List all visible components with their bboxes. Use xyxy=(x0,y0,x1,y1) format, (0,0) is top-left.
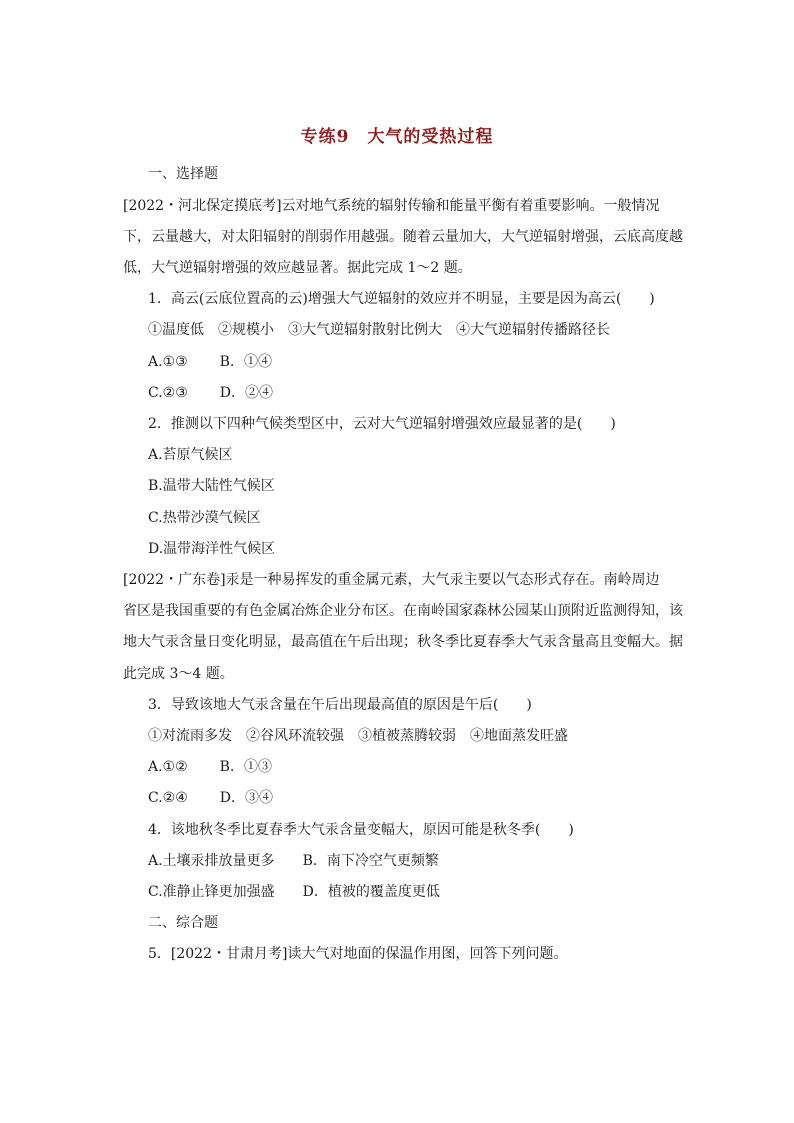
section-heading-comprehensive: 二、综合题 xyxy=(148,915,218,931)
question-1-options-ab xyxy=(148,352,668,372)
option-d[interactable]: D．植被的覆盖度更低 xyxy=(302,884,440,900)
option-a[interactable]: A.土壤汞排放量更多 xyxy=(148,853,275,869)
page-title: 专练9 大气的受热过程 xyxy=(300,127,494,147)
option-c[interactable]: C.准静止锋更加强盛 xyxy=(148,884,275,900)
section-heading-choice: 一、选择题 xyxy=(148,166,218,182)
question-3-stem: 3．导致该地大气汞含量在午后出现最高值的原因是午后( ) xyxy=(148,697,532,713)
option-c[interactable]: C.②③ xyxy=(148,385,188,401)
material2-line4: 此完成 3～4 题。 xyxy=(123,666,234,682)
question-4-options-ab xyxy=(148,851,668,871)
question-4-options-cd xyxy=(148,882,668,902)
option-a[interactable]: A.①③ xyxy=(148,354,188,370)
option-a[interactable]: A.苔原气候区 xyxy=(148,447,233,463)
question-3-items: ①对流雨多发 ②谷风环流较强 ③植被蒸腾较弱 ④地面蒸发旺盛 xyxy=(148,728,568,744)
question-3-options-cd xyxy=(148,788,668,808)
option-d[interactable]: D．②④ xyxy=(219,385,273,401)
question-1-items: ①温度低 ②规模小 ③大气逆辐射散射比例大 ④大气逆辐射传播路径长 xyxy=(148,322,610,338)
question-3-options-ab xyxy=(148,757,668,777)
option-a[interactable]: A.①② xyxy=(148,759,188,775)
question-5-stem: 5．[2022・甘肃月考]读大气对地面的保温作用图，回答下列问题。 xyxy=(148,946,568,962)
material2-line2: 省区是我国重要的有色金属冶炼企业分布区。在南岭国家森林公园某山顶附近监测得知，该 xyxy=(123,603,683,619)
option-b[interactable]: B．①③ xyxy=(219,759,272,775)
option-d[interactable]: D.温带海洋性气候区 xyxy=(148,541,276,557)
option-d[interactable]: D．③④ xyxy=(219,790,273,806)
question-1-stem: 1．高云(云底位置高的云)增强大气逆辐射的效应并不明显，主要是因为高云( ) xyxy=(148,291,655,307)
option-c[interactable]: C.②④ xyxy=(148,790,188,806)
material1-line2: 下，云量越大，对太阳辐射的削弱作用越强。随着云量加大，大气逆辐射增强，云底高度越 xyxy=(123,229,683,245)
question-2-stem: 2．推测以下四种气候类型区中，云对大气逆辐射增强效应最显著的是( ) xyxy=(148,416,616,432)
option-b[interactable]: B．①④ xyxy=(219,354,272,370)
question-1-options-cd xyxy=(148,383,668,403)
material2-line3: 地大气汞含量日变化明显，最高值在午后出现；秋冬季比夏春季大气汞含量高且变幅大。据 xyxy=(123,634,683,650)
question-4-stem: 4．该地秋冬季比夏春季大气汞含量变幅大，原因可能是秋冬季( ) xyxy=(148,822,574,838)
material2-line1: [2022・广东卷]汞是一种易挥发的重金属元素，大气汞主要以气态形式存在。南岭周边 xyxy=(123,572,660,588)
material1-line1: [2022・河北保定摸底考]云对地气系统的辐射传输和能量平衡有着重要影响。一般情况 xyxy=(123,198,660,214)
option-b[interactable]: B.温带大陆性气候区 xyxy=(148,478,275,494)
option-b[interactable]: B．南下冷空气更频繁 xyxy=(302,853,439,869)
option-c[interactable]: C.热带沙漠气候区 xyxy=(148,510,261,526)
material1-line3: 低，大气逆辐射增强的效应越显著。据此完成 1～2 题。 xyxy=(123,260,472,276)
